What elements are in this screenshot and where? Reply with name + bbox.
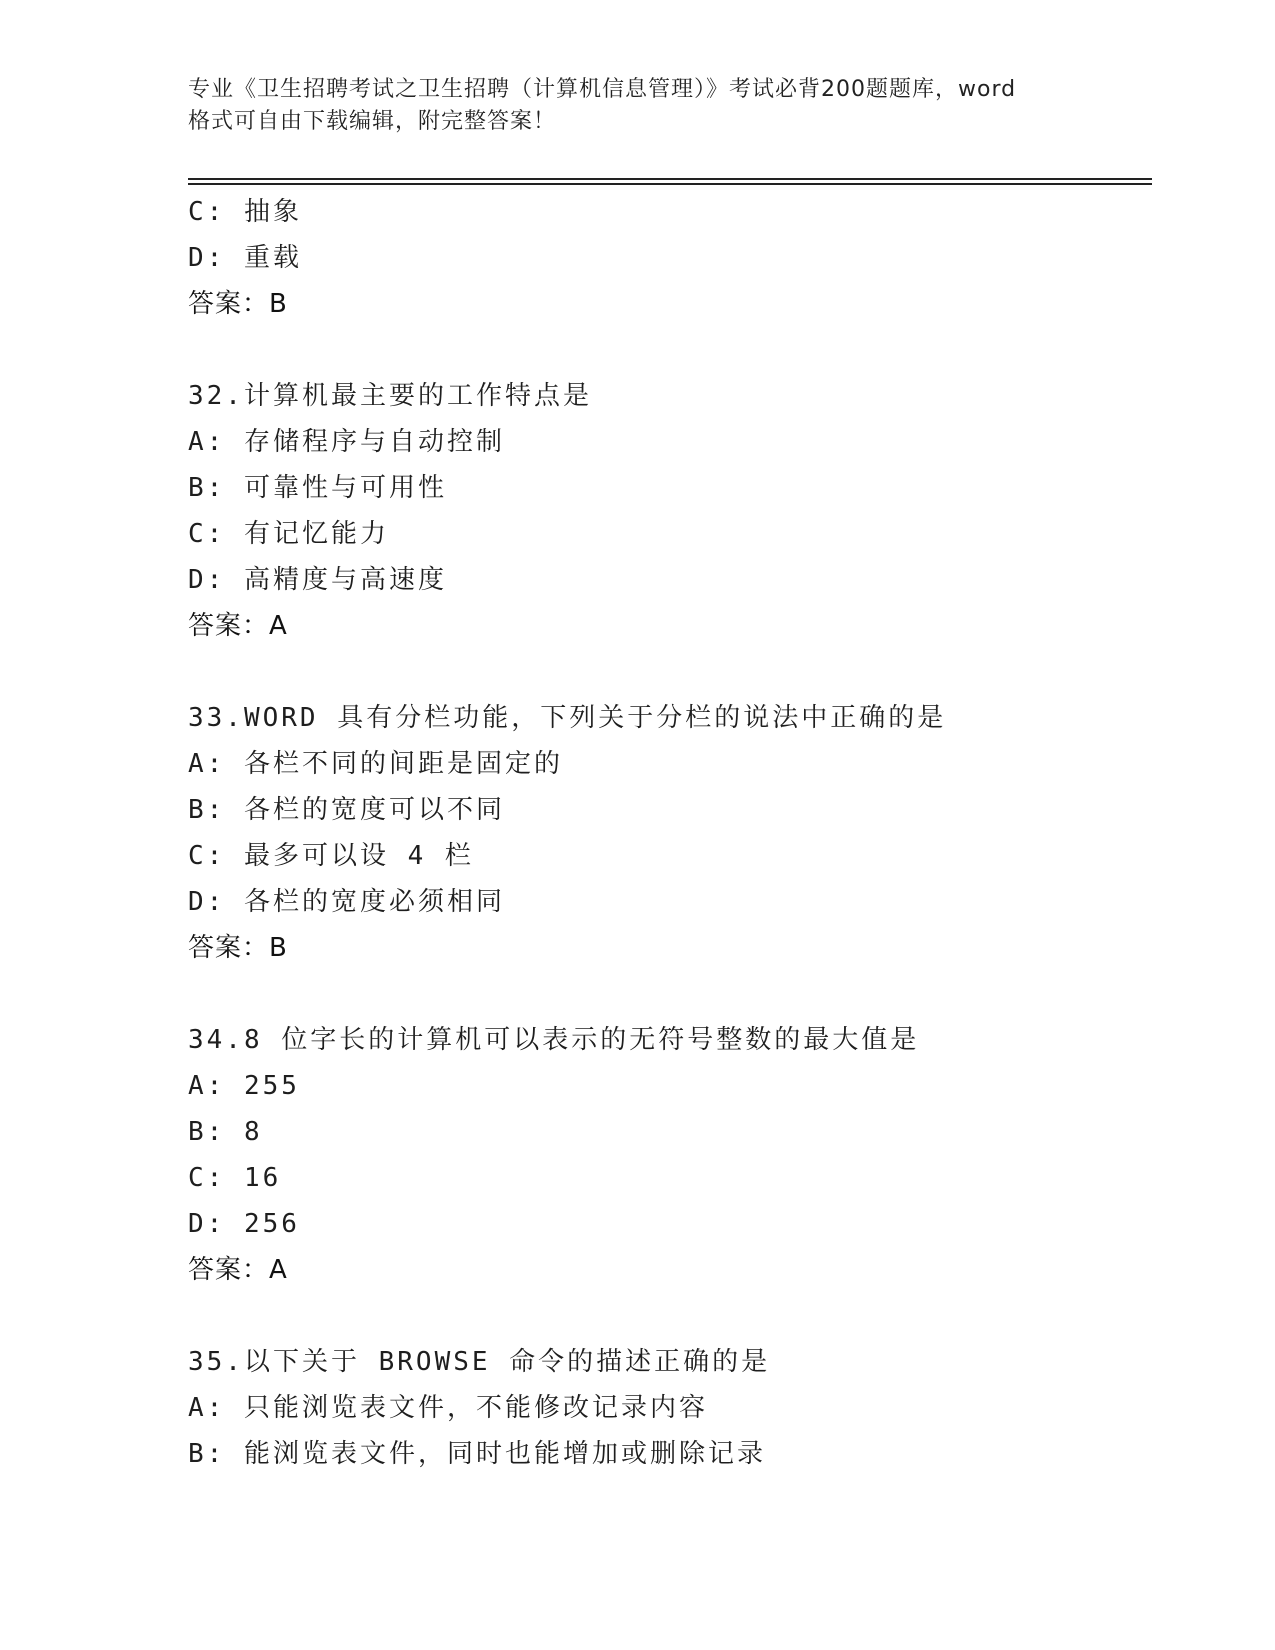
spacer — [188, 649, 1148, 695]
header-rule-top — [188, 178, 1152, 180]
question-34 — [188, 1017, 1148, 1293]
header-line-2: 格式可自由下载编辑，附完整答案！ — [188, 109, 557, 134]
option-c: C: 16 — [188, 1163, 282, 1193]
option-b: B: 能浏览表文件，同时也能增加或删除记录 — [188, 1439, 766, 1469]
question-fragment — [188, 189, 1148, 327]
question-list — [188, 189, 1148, 1477]
spacer — [188, 971, 1148, 1017]
question-text: 32.计算机最主要的工作特点是 — [188, 381, 592, 411]
question-text: 35.以下关于 BROWSE 命令的描述正确的是 — [188, 1347, 771, 1377]
answer: 答案：A — [188, 1255, 288, 1285]
option-a: A: 255 — [188, 1071, 300, 1101]
question-text: 33.WORD 具有分栏功能，下列关于分栏的说法中正确的是 — [188, 703, 947, 733]
option-b: B: 各栏的宽度可以不同 — [188, 795, 505, 825]
spacer — [188, 1293, 1148, 1339]
spacer — [188, 327, 1148, 373]
question-33 — [188, 695, 1148, 971]
option-c: C: 有记忆能力 — [188, 519, 389, 549]
option-a: A: 存储程序与自动控制 — [188, 427, 505, 457]
option-d: D: 256 — [188, 1209, 300, 1239]
answer: 答案：B — [188, 289, 288, 319]
option-a: A: 只能浏览表文件，不能修改记录内容 — [188, 1393, 708, 1423]
question-text: 34.8 位字长的计算机可以表示的无符号整数的最大值是 — [188, 1025, 920, 1055]
option-b: B: 8 — [188, 1117, 263, 1147]
answer: 答案：B — [188, 933, 288, 963]
option-a: A: 各栏不同的间距是固定的 — [188, 749, 563, 779]
option-c: C: 抽象 — [188, 197, 302, 227]
question-32 — [188, 373, 1148, 649]
option-d: D: 重载 — [188, 243, 302, 273]
option-b: B: 可靠性与可用性 — [188, 473, 447, 503]
question-35 — [188, 1339, 1148, 1477]
option-d: D: 各栏的宽度必须相同 — [188, 887, 505, 917]
header-line-1: 专业《卫生招聘考试之卫生招聘（计算机信息管理）》考试必背200题题库，word — [188, 77, 1017, 102]
document-header — [188, 74, 1088, 138]
header-rule-bottom — [188, 183, 1152, 185]
option-c: C: 最多可以设 4 栏 — [188, 841, 474, 871]
option-d: D: 高精度与高速度 — [188, 565, 447, 595]
answer: 答案：A — [188, 611, 288, 641]
